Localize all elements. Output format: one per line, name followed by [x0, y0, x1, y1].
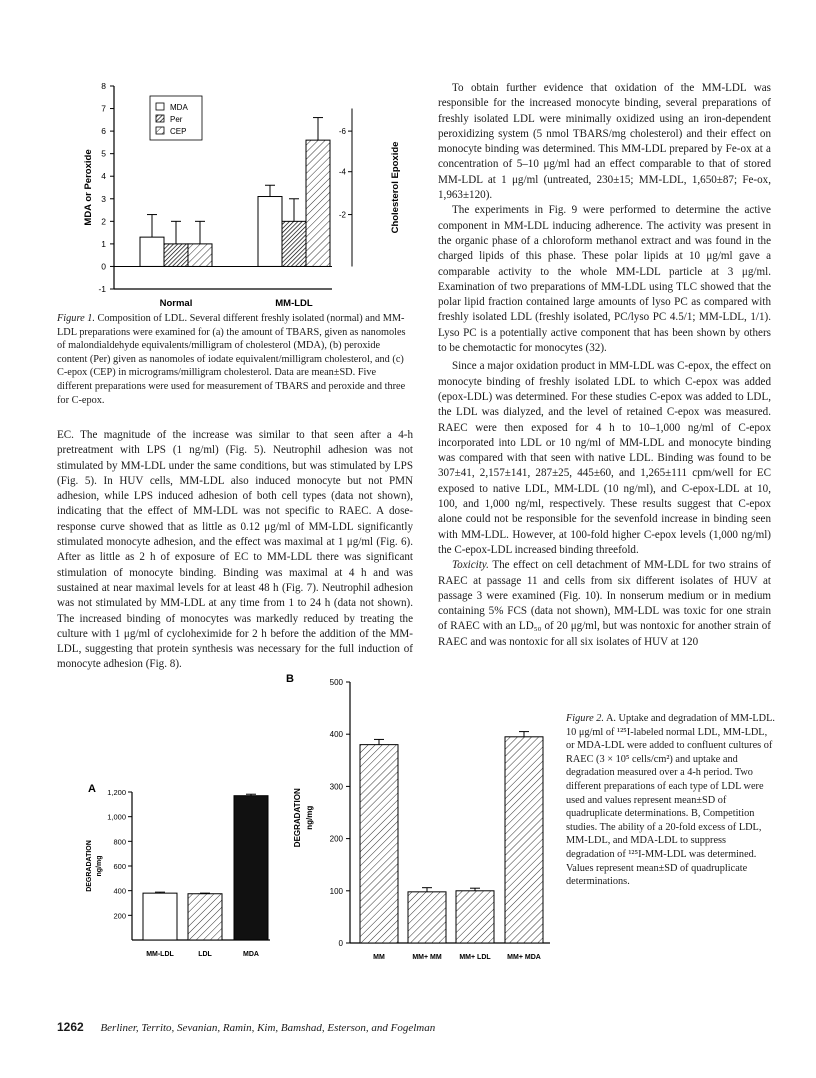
figure1-y-tick-label: 2 [101, 216, 106, 227]
figure1-bar-mda [258, 197, 282, 267]
figure2a-y-axis-title: DEGRADATION [86, 840, 93, 892]
figure2-caption-label: Figure 2. [566, 713, 604, 724]
figure2b-y-tick-label: 100 [329, 886, 343, 896]
figure1-y-tick-label: 1 [101, 238, 106, 249]
figure1-category-label: MM-LDL [275, 298, 313, 309]
right-paragraph-3: Since a major oxidation product in MM-LDL was C-epox, the effect on monocyte binding of freshly isolated LDL to which C-epox was added (epox-LDL) was determined. For these studies C-epox was added to LDL, the LDL was dialyzed, and the level of retained C-epox was measured. RAEC were then exposed for 4 h to 10–1,000 ng/ml of C-epox incorporated into LDL or 10 ng/ml of MM-LDL and monocyte binding was compared with that seen with native LDL. Binding was found to be 307±41, 2,157±141, 287±25, 445±60, and 1,265±111 cpm/well for EC exposed to native LDL, MM-LDL (10 ng/ml), and C-epox-LDL at 10, 100, and 1,000 ng/ml, respectively. These results suggest that C-epox alone could not be responsible for the sevenfold increase in binding seen with MM-LDL. However, at 100-fold higher C-epox levels (1,000 ng/ml) the C-epox-LDL increased binding threefold. [438, 360, 771, 556]
figure1-y-tick-label: 7 [101, 103, 106, 114]
right-column-text [438, 81, 771, 650]
right-paragraph-1: To obtain further evidence that oxidation of the MM-LDL was responsible for the increased monocyte binding, several preparations of freshly isolated LDL were minimally oxidized using an iron-dependent peroxidizing system (5 nmol TBARS/mg cholesterol) and their effect on monocyte binding was determined. This MM-LDL prepared by Fe-ox at a concentration of 5–10 μg/ml had an effect comparable to that of stored MM-LDL at 1 μg/ml (untreated, 230±15; MM-LDL, 1,650±87; Fe-ox, 1,963±120). [438, 82, 771, 202]
figure2a-bar [234, 796, 268, 940]
figure2a-chart [80, 780, 275, 966]
figure1-legend-swatch [156, 103, 164, 110]
figure1-legend-label: MDA [170, 103, 188, 112]
figure2a-y-tick-label: 600 [113, 862, 126, 871]
figure2b-bar [408, 892, 446, 943]
figure2b-chart [282, 668, 554, 974]
page-footer [57, 1020, 435, 1034]
figure1-legend-swatch [156, 115, 164, 122]
figure1-bar-cep [188, 244, 212, 267]
toxicity-text: The effect on cell detachment of MM-LDL for two strains of RAEC at passage 11 and cells from six different isolates of HUV at passage 3 were examined (Fig. 10). In nonserum medium or in medium containing 5% FCS (data not shown), MM-LDL was toxic for one strain of RAEC with an LD₅₀ of 20 μg/ml, but was nontoxic for another strain of RAEC and was nontoxic for all six isolates of HUV at 120 [438, 559, 771, 648]
figure2b-category-label: MM [373, 954, 385, 961]
figure1-legend [150, 96, 202, 140]
figure2b-bar [360, 745, 398, 943]
figure2a-category-label: MM-LDL [146, 951, 174, 958]
figure1-plot [83, 81, 401, 309]
figure2a-bar [188, 894, 222, 940]
figure1-y-tick-label: 6 [101, 126, 106, 137]
right-paragraph-2: The experiments in Fig. 9 were performed to determine the active component in MM-LDL inducing adherence. The activity was present in the organic phase of a chloroform methanol extract and was found in the charged lipids of this phase. These polar lipids at 10 μg/ml gave a comparable activity to the whole MM-LDL particle at 3 μg/ml. Examination of two preparations of MM-LDL using TLC showed that the polar lipid fraction contained large amounts of lyso PC as compared with freshly isolated LDL (freshly isolated, PC/lyso PC 4.5/1; MM-LDL, 1/1). Lyso PC is a potentially active component that has been shown by others to be chemotactic for monocytes (32). [438, 204, 771, 355]
right-paragraph-4 [438, 558, 771, 650]
figure1-caption [57, 312, 407, 407]
figure1-y-tick-label: 0 [101, 261, 106, 272]
figure2b-category-label: MM+ MM [412, 954, 442, 961]
figure1-legend-swatch [156, 127, 164, 134]
figure1-bar-mda [140, 237, 164, 266]
figure2a-y-tick-label: 800 [113, 837, 126, 847]
figure2a-category-label: LDL [198, 951, 212, 958]
figure2b-y-axis-unit: ng/mg [305, 805, 314, 830]
figure2a-y-axis-unit: ng/mg [96, 855, 103, 877]
figure1-y-tick-label: 4 [101, 171, 106, 182]
figure2a-y-tick-label: 400 [113, 886, 126, 896]
figure2a-y-tick-label: 1,200 [107, 788, 126, 797]
figure2b-y-tick-label: 400 [329, 730, 343, 740]
figure2a-panel-label: A [88, 783, 96, 795]
figure1-right-tick-label: -2 [338, 210, 346, 220]
figure2b-y-axis-title: DEGRADATION [293, 788, 302, 848]
figure1-y-tick-label: 5 [101, 148, 106, 159]
figure1-bar-per [282, 221, 306, 266]
figure2-caption-text: A. Uptake and degradation of MM-LDL. 10 μg/ml of ¹²⁵I-labeled normal LDL, MM-LDL, or MDA-LDL were added to confluent cultures of RAEC (3 × 10⁵ cells/cm²) and uptake and degradation measured over a 4-h period. Two different preparations of each type of LDL were used and values represent mean±SD of quadruplicate determinations. B, Competition studies. The ability of a 20-fold excess of LDL, MM-LDL, and MDA-LDL to suppress degradation of ¹²⁵I-MM-LDL was determined. Values represent mean±SD of quadruplicate determinations. [566, 713, 775, 888]
figure2-caption [566, 712, 776, 889]
figure1-y-tick-label: 8 [101, 81, 106, 91]
figure1-category-label: Normal [159, 298, 193, 309]
figure2b-y-tick-label: 300 [329, 782, 343, 792]
figure1-right-tick-label: -4 [338, 167, 346, 177]
figure1-bar-cep [306, 140, 330, 266]
figure2b-category-label: MM+ MDA [507, 954, 541, 961]
figure1-y-tick-label: 3 [101, 193, 106, 204]
figure1-y-axis-title: MDA or Peroxide [83, 149, 94, 226]
figure2b-y-tick-label: 500 [329, 678, 343, 687]
figure2b-plot [286, 673, 550, 961]
figure2a-y-tick-label: 1,000 [107, 812, 126, 822]
toxicity-heading: Toxicity. [452, 559, 489, 572]
figure1-legend-label: CEP [170, 127, 187, 136]
figure1-right-tick-label: -6 [338, 127, 346, 137]
figure2a-category-label: MDA [243, 951, 259, 958]
figure1-y-tick-label: -1 [98, 284, 106, 294]
left-column-paragraph: EC. The magnitude of the increase was similar to that seen after a 4-h pretreatment with LPS (1 ng/ml) (Fig. 5). Neutrophil adhesion was not stimulated by MM-LDL under the same conditions, but was stimulated by LPS (Fig. 5). In HUV cells, MM-LDL also induced monocyte but not PMN adhesion, while LPS induced adhesion of both cell types (data not shown), indicating that the effect of MM-LDL was not specific to RAEC. A dose-response curve showed that as little as 0.12 μg/ml of MM-LDL significantly stimulated monocyte adhesion, and the effect was maximal at 1 μg/ml (Fig. 6). After as little as 2 h of exposure of EC to MM-LDL there was significant stimulation of monocyte binding. Binding was maximal at 4 h and was sustained at near maximal levels for at least 48 h (Fig. 7). Neutrophil adhesion was not stimulated by MM-LDL at any time from 1 to 24 h (data not shown). The increased binding of monocytes was markedly reduced by treating the culture with 1 μg/ml of cycloheximide for 2 h before the addition of the MM-LDL, suggesting that protein synthesis was necessary for the full induction of monocyte adhesion (Fig. 8). [57, 429, 413, 671]
figure2b-bar [456, 891, 494, 943]
figure2b-bar [505, 737, 543, 943]
page-number: 1262 [57, 1020, 84, 1034]
figure1-chart [80, 74, 420, 312]
figure2a-plot [86, 783, 270, 958]
footer-authors: Berliner, Territo, Sevanian, Ramin, Kim, Bamshad, Esterson, and Fogelman [100, 1022, 436, 1034]
figure1-caption-text: Composition of LDL. Several different freshly isolated (normal) and MM-LDL preparations were examined for (a) the amount of TBARS, given as nanomoles of malondialdehyde equivalents/milligram of cholesterol (MDA), (b) peroxide content (Per) given as nanomoles of iodate equivalent/milligram cholesterol, and (c) C-epox (CEP) in micrograms/milligram cholesterol. Data are mean±SD. Five different preparations were used for measurement of TBARS and peroxide and three for C-epox. [57, 313, 406, 406]
figure1-bar-per [164, 244, 188, 267]
figure1-legend-label: Per [170, 115, 183, 124]
figure1-right-axis-title: Cholesterol Epoxide [390, 141, 401, 234]
figure1-caption-label: Figure 1. [57, 313, 95, 324]
figure2a-y-tick-label: 200 [113, 911, 126, 921]
figure2a-bar [143, 893, 177, 940]
figure2b-y-tick-label: 0 [338, 939, 343, 948]
figure2b-y-tick-label: 200 [329, 834, 343, 844]
figure2b-category-label: MM+ LDL [459, 954, 491, 961]
figure2b-panel-label: B [286, 673, 294, 685]
